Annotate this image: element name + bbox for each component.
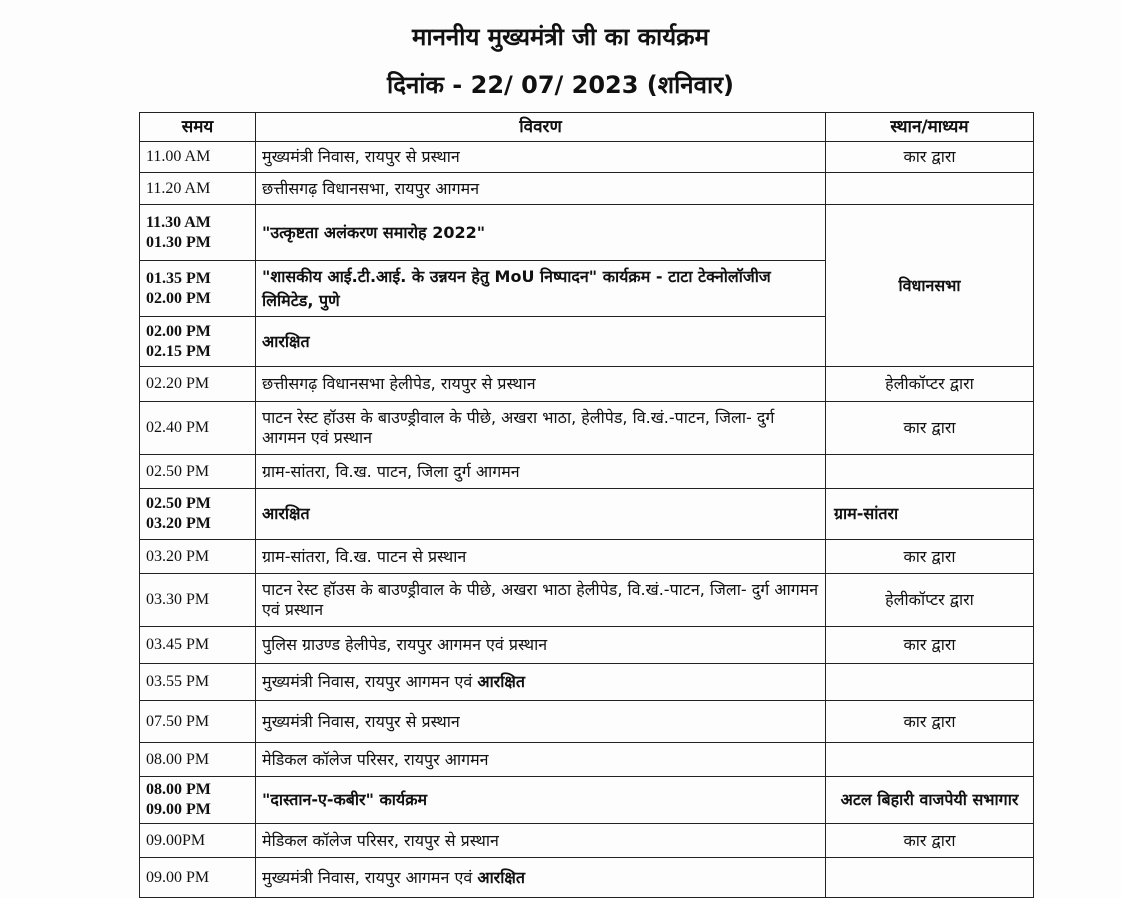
time-cell: 02.40 PM (140, 402, 256, 455)
time-cell: 02.50 PM (140, 455, 256, 489)
time-cell: 02.20 PM (140, 367, 256, 402)
time-cell: 09.00PM (140, 824, 256, 858)
description-cell: ग्राम-सांतरा, वि.ख. पाटन से प्रस्थान (256, 540, 826, 574)
description-cell: मेडिकल कॉलेज परिसर, रायपुर आगमन (256, 743, 826, 777)
description-cell: पाटन रेस्ट हॉउस के बाउण्ड्रीवाल के पीछे, अखरा भाठा हेलीपेड, वि.खं.-पाटन, जिला- दुर्ग आगमन एवं प्रस्थान (256, 574, 826, 627)
time-cell: 03.55 PM (140, 664, 256, 701)
end-time: 02.00 PM (146, 289, 211, 307)
time-cell (140, 261, 256, 317)
time-cell: 11.20 AM (140, 173, 256, 205)
mode-cell (826, 173, 1034, 205)
end-time: 01.30 PM (146, 233, 211, 251)
reserved-label: आरक्षित (477, 867, 525, 887)
time-cell (140, 205, 256, 261)
time-cell: 03.20 PM (140, 540, 256, 574)
description-cell: आरक्षित (256, 317, 826, 367)
table-row (140, 455, 1034, 489)
description-text: मुख्यमंत्री निवास, रायपुर आगमन एवं (262, 867, 473, 887)
mode-cell: कार द्वारा (826, 627, 1034, 664)
table-row (140, 367, 1034, 402)
column-header-place-mode: स्थान/माध्यम (826, 113, 1034, 142)
end-time: 03.20 PM (146, 515, 211, 532)
schedule-table (139, 112, 1034, 898)
start-time: 02.00 PM (146, 322, 211, 340)
date-line: दिनांक - 22/ 07/ 2023 (शनिवार) (387, 71, 734, 99)
description-cell: पाटन रेस्ट हॉउस के बाउण्ड्रीवाल के पीछे, अखरा भाठा, हेलीपेड, वि.खं.-पाटन, जिला- दुर्ग आगमन एवं प्रस्थान (256, 402, 826, 455)
table-row (140, 743, 1034, 777)
reserved-label: आरक्षित (477, 672, 525, 691)
table-row (140, 173, 1034, 205)
table-row (140, 777, 1034, 824)
description-cell: मुख्यमंत्री निवास, रायपुर से प्रस्थान (256, 701, 826, 743)
time-cell (140, 317, 256, 367)
mode-cell (826, 743, 1034, 777)
description-cell: ग्राम-सांतरा, वि.ख. पाटन, जिला दुर्ग आगमन (256, 455, 826, 489)
time-cell (140, 489, 256, 540)
table-row (140, 664, 1034, 701)
time-cell: 03.45 PM (140, 627, 256, 664)
mode-cell: कार द्वारा (826, 142, 1034, 173)
mode-cell: हेलीकॉप्टर द्वारा (826, 367, 1034, 402)
table-row (140, 858, 1034, 898)
start-time: 11.30 AM (146, 213, 211, 231)
description-cell (256, 858, 826, 898)
start-time: 01.35 PM (146, 269, 211, 287)
page-title: माननीय मुख्यमंत्री जी का कार्यक्रम (412, 23, 709, 51)
table-row (140, 205, 1034, 261)
time-cell: 08.00 PM (140, 743, 256, 777)
table-row (140, 824, 1034, 858)
description-cell (256, 664, 826, 701)
table-row (140, 574, 1034, 627)
description-cell: पुलिस ग्राउण्ड हेलीपेड, रायपुर आगमन एवं प्रस्थान (256, 627, 826, 664)
end-time: 02.15 PM (146, 342, 211, 360)
end-time: 09.00 PM (146, 801, 211, 818)
time-cell: 07.50 PM (140, 701, 256, 743)
time-cell: 11.00 AM (140, 142, 256, 173)
description-cell: छत्तीसगढ़ विधानसभा, रायपुर आगमन (256, 173, 826, 205)
mode-cell (826, 455, 1034, 489)
description-cell: "शासकीय आई.टी.आई. के उन्नयन हेतु MoU निष्पादन" कार्यक्रम - टाटा टेक्नोलॉजीज लिमिटेड, पुणे (256, 261, 826, 317)
description-cell: "दास्तान-ए-कबीर" कार्यक्रम (256, 777, 826, 824)
table-row (140, 540, 1034, 574)
start-time: 08.00 PM (146, 781, 211, 798)
description-cell: छत्तीसगढ़ विधानसभा हेलीपेड, रायपुर से प्रस्थान (256, 367, 826, 402)
table-row (140, 142, 1034, 173)
description-cell: "उत्कृष्टता अलंकरण समारोह 2022" (256, 205, 826, 261)
time-cell: 09.00 PM (140, 858, 256, 898)
mode-cell: कार द्वारा (826, 701, 1034, 743)
column-header-time: समय (140, 113, 256, 142)
table-row (140, 402, 1034, 455)
mode-cell: कार द्वारा (826, 824, 1034, 858)
mode-cell: विधानसभा (826, 205, 1034, 367)
description-cell: मेडिकल कॉलेज परिसर, रायपुर से प्रस्थान (256, 824, 826, 858)
mode-cell: कार द्वारा (826, 402, 1034, 455)
time-cell (140, 777, 256, 824)
start-time: 02.50 PM (146, 495, 211, 512)
mode-cell (826, 664, 1034, 701)
table-row (140, 627, 1034, 664)
mode-cell: अटल बिहारी वाजपेयी सभागार (826, 777, 1034, 824)
column-header-description: विवरण (256, 113, 826, 142)
time-cell: 03.30 PM (140, 574, 256, 627)
table-row (140, 701, 1034, 743)
description-cell: आरक्षित (256, 489, 826, 540)
description-cell: मुख्यमंत्री निवास, रायपुर से प्रस्थान (256, 142, 826, 173)
mode-cell: ग्राम-सांतरा (826, 489, 1034, 540)
table-row (140, 489, 1034, 540)
description-text: मुख्यमंत्री निवास, रायपुर आगमन एवं (262, 672, 473, 691)
mode-cell (826, 858, 1034, 898)
mode-cell: हेलीकॉप्टर द्वारा (826, 574, 1034, 627)
mode-cell: कार द्वारा (826, 540, 1034, 574)
table-header-row (140, 113, 1034, 142)
